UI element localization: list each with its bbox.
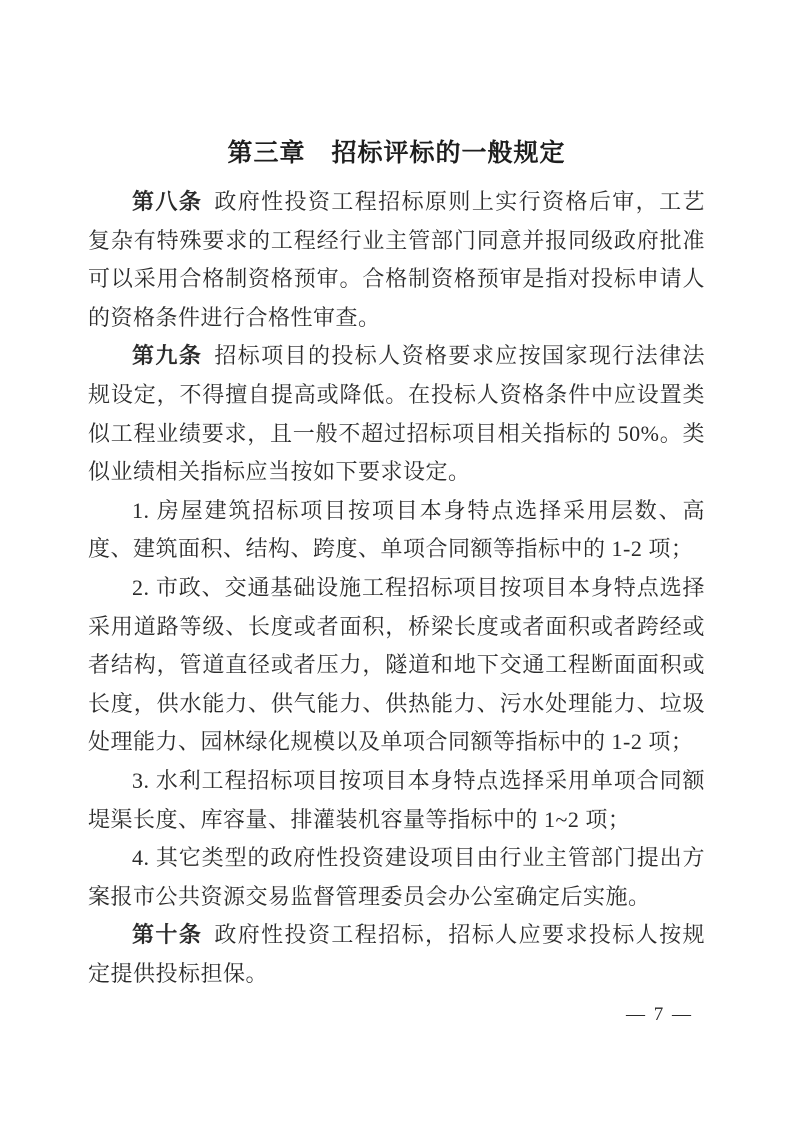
paragraph-text: 3. 水利工程招标项目按项目本身特点选择采用单项合同额堤渠长度、库容量、排灌装机容量等指标中的 1~2 项； bbox=[88, 767, 705, 832]
page-number: — 7 — bbox=[626, 1004, 693, 1025]
paragraph-article-8 bbox=[88, 183, 705, 337]
chapter-title: 第三章 招标评标的一般规定 bbox=[227, 139, 566, 167]
paragraph-text: 政府性投资工程招标原则上实行资格后审，工艺复杂有特殊要求的工程经行业主管部门同意并报同级政府批准可以采用合格制资格预审。合格制资格预审是指对投标申请人的资格条件进行合格性审查。 bbox=[88, 189, 705, 330]
article-number-9: 第九条 bbox=[132, 343, 203, 369]
paragraph-text: 1. 房屋建筑招标项目按项目本身特点选择采用层数、高度、建筑面积、结构、跨度、单项合同额等指标中的 1-2 项； bbox=[88, 497, 705, 562]
paragraph-item-1 bbox=[88, 492, 705, 569]
paragraph-article-9 bbox=[88, 337, 705, 491]
article-number-10: 第十条 bbox=[132, 922, 203, 948]
paragraph-text: 政府性投资工程招标，招标人应要求投标人按规定提供投标担保。 bbox=[88, 922, 705, 986]
paragraph-item-2 bbox=[88, 569, 705, 762]
paragraph-text: 4. 其它类型的政府性投资建设项目由行业主管部门提出方案报市公共资源交易监督管理委员会办公室确定后实施。 bbox=[88, 845, 705, 909]
paragraph-item-3 bbox=[88, 762, 705, 839]
article-number-8: 第八条 bbox=[132, 189, 203, 214]
paragraph-item-4 bbox=[88, 839, 705, 916]
paragraph-article-10 bbox=[88, 916, 705, 993]
paragraph-text: 2. 市政、交通基础设施工程招标项目按项目本身特点选择采用道路等级、长度或者面积，桥梁长度或者面积或者跨经或者结构，管道直径或者压力，隧道和地下交通工程断面面积或长度，供水能力、供气能力、供热能力、污水处理能力、垃圾处理能力、园林绿化规模以及单项合同额等指标中的 1-2 项； bbox=[88, 574, 705, 755]
paragraph-text: 招标项目的投标人资格要求应按国家现行法律法规设定，不得擅自提高或降低。在投标人资格条件中应设置类似工程业绩要求，且一般不超过招标项目相关指标的 50%。类似业绩相关指标应当按如下要求设定。 bbox=[88, 343, 705, 485]
